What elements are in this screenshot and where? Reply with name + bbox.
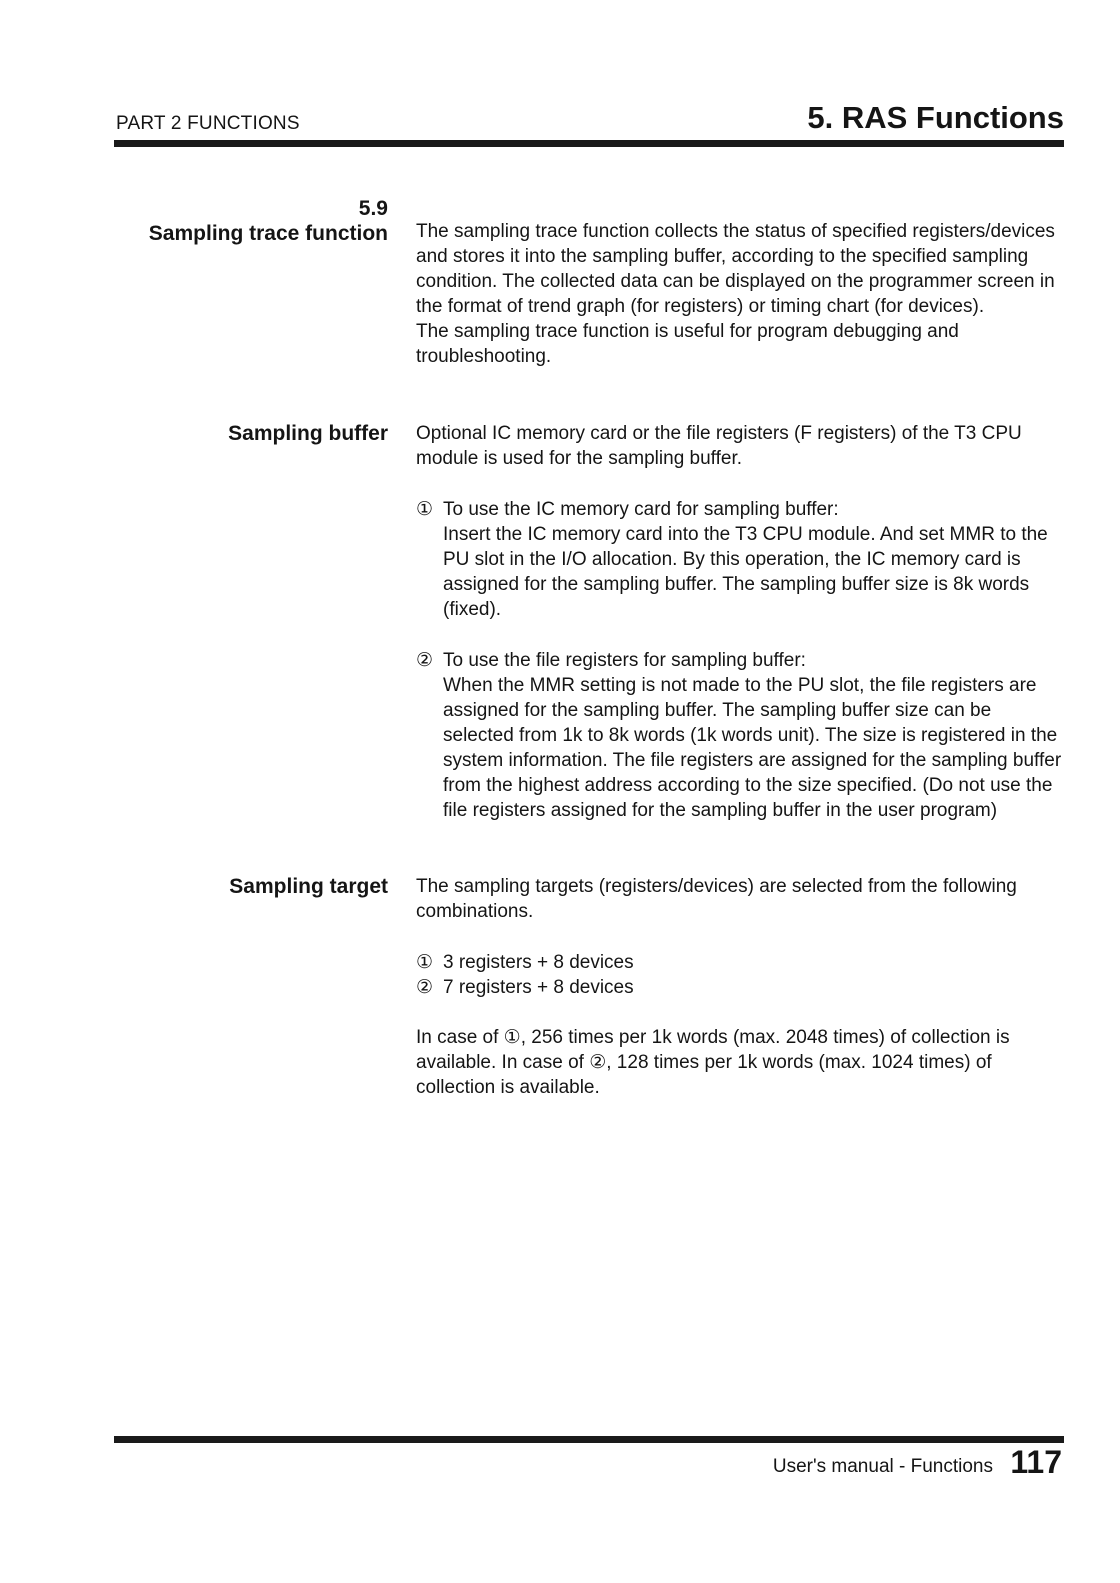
sampling-target-intro-text: The sampling targets (registers/devices) are selected from the following combinations.: [416, 876, 1017, 922]
circled-two-marker: ②: [416, 977, 434, 998]
section-intro: [416, 219, 1066, 369]
sampling-target-heading: Sampling target: [229, 875, 388, 898]
intro-paragraph-2: The sampling trace function is useful for program debugging and troubleshooting.: [416, 321, 959, 367]
header-rule: [114, 140, 1064, 147]
circled-one-marker: ①: [416, 499, 434, 520]
manual-title: User's manual - Functions: [772, 1456, 993, 1477]
buffer-option-2-head: [416, 648, 1066, 673]
sampling-target-note-text: In case of ①, 256 times per 1k words (max. 2048 times) of collection is available. In case of ②, 128 times per 1k words (max. 1024 times) of collection is available.: [416, 1027, 1010, 1098]
buffer-option-2: [416, 648, 1066, 823]
target-option-2: [416, 975, 1066, 1000]
section-heading: [149, 196, 388, 246]
part-label: PART 2 FUNCTIONS: [116, 113, 300, 134]
buffer-option-1-title: To use the IC memory card for sampling buffer:: [443, 499, 839, 520]
sampling-target-intro: [416, 874, 1066, 924]
footer-rule: [114, 1436, 1064, 1443]
sampling-buffer-heading: Sampling buffer: [228, 422, 388, 445]
buffer-option-2-body: When the MMR setting is not made to the PU slot, the file registers are assigned for the sampling buffer. The sampling buffer size can be selected from 1k to 8k words (1k words unit). The size is registered in the system information. The file registers are assigned for the sampling buffer from the highest address according to the size specified. (Do not use the file registers assigned for the sampling buffer in the user program): [443, 675, 1062, 821]
section-number: 5.9: [358, 197, 388, 220]
target-option-1: [416, 950, 1066, 975]
section-title: Sampling trace function: [148, 222, 388, 245]
circled-one-marker: ①: [416, 952, 434, 973]
page-number: 117: [1010, 1444, 1062, 1480]
chapter-title: 5. RAS Functions: [807, 100, 1064, 135]
sampling-target-options: [416, 950, 1066, 1000]
buffer-option-1: [416, 497, 1066, 622]
target-option-2-text: 7 registers + 8 devices: [443, 977, 634, 998]
buffer-option-2-title: To use the file registers for sampling buffer:: [443, 650, 806, 671]
buffer-option-1-body: Insert the IC memory card into the T3 CPU module. And set MMR to the PU slot in the I/O allocation. By this operation, the IC memory card is assigned for the sampling buffer. The sampling buffer size is 8k words (fixed).: [443, 524, 1048, 620]
sampling-buffer-intro-text: Optional IC memory card or the file registers (F registers) of the T3 CPU module is used for the sampling buffer.: [416, 423, 1022, 469]
intro-paragraph-1: The sampling trace function collects the status of specified registers/devices and stores it into the sampling buffer, according to the specified sampling condition. The collected data can be displayed on the programmer screen in the format of trend graph (for registers) or timing chart (for devices).: [416, 221, 1055, 317]
circled-two-marker: ②: [416, 650, 434, 671]
sampling-target-note: [416, 1025, 1066, 1100]
sampling-buffer-intro: [416, 421, 1066, 471]
buffer-option-1-head: [416, 497, 1066, 522]
target-option-1-text: 3 registers + 8 devices: [443, 952, 634, 973]
